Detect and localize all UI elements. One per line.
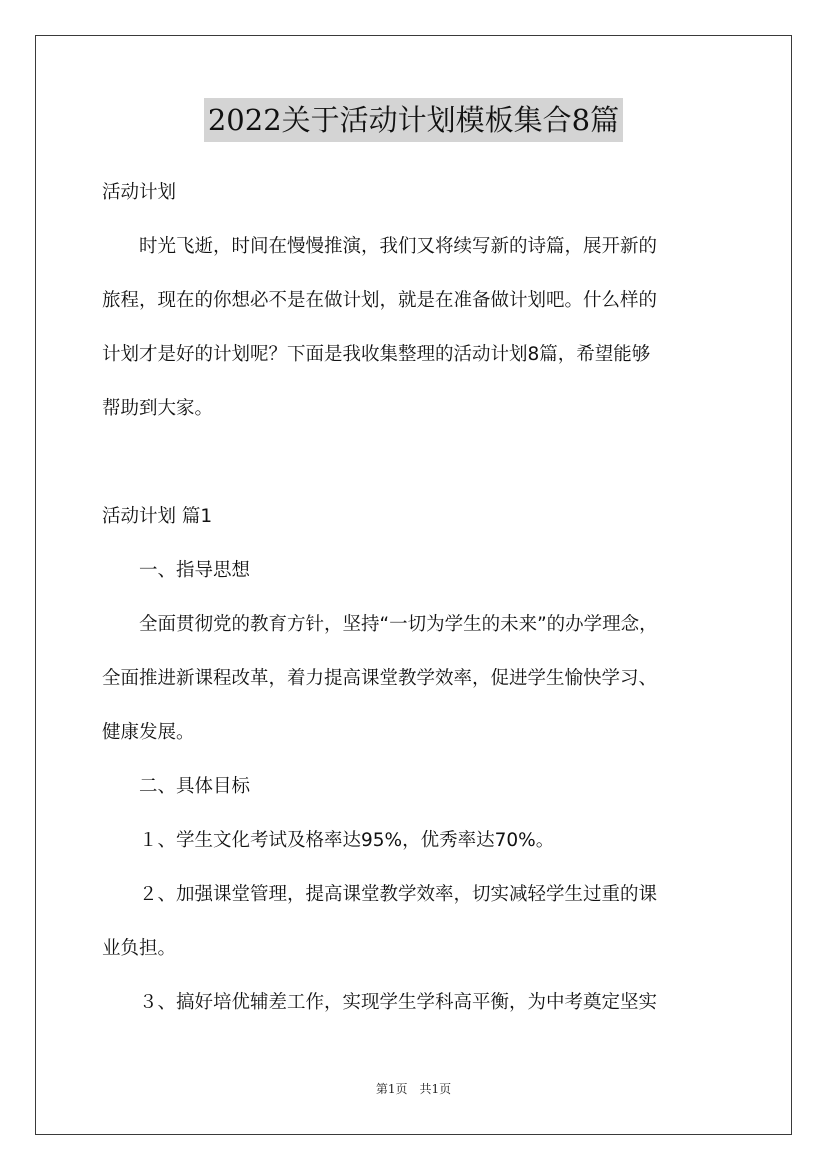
document-title: 2022关于活动计划模板集合8篇 [204,98,623,142]
list-item: ２、加强课堂管理，提高课堂教学效率，切实减轻学生过重的课 [102,884,658,905]
paragraph-line: 全面推进新课程改革，着力提高课堂教学效率，促进学生愉快学习、 [102,668,658,689]
list-item: １、学生文化考试及格率达95%，优秀率达70%。 [102,830,555,851]
page-footer: 第1页 共1页 [375,1082,452,1096]
paragraph-line: 健康发展。 [102,722,195,743]
subheading: 二、具体目标 [102,776,251,797]
paragraph-line: 计划才是好的计划呢？下面是我收集整理的活动计划8篇，希望能够 [102,344,651,365]
list-item: ３、搞好培优辅差工作，实现学生学科高平衡，为中考奠定坚实 [102,992,658,1013]
subheading: 一、指导思想 [102,560,251,581]
paragraph-line: 帮助到大家。 [102,398,214,419]
section-heading: 活动计划 [102,182,177,203]
paragraph-line: 全面贯彻党的教育方针，坚持“一切为学生的未来”的办学理念， [102,614,658,635]
title-container [0,98,827,142]
section-heading: 活动计划 篇1 [102,506,213,527]
paragraph-line: 时光飞逝，时间在慢慢推演，我们又将续写新的诗篇，展开新的 [102,236,658,257]
paragraph-line: 业负担。 [102,938,177,959]
paragraph-line: 旅程，现在的你想必不是在做计划，就是在准备做计划吧。什么样的 [102,290,658,311]
